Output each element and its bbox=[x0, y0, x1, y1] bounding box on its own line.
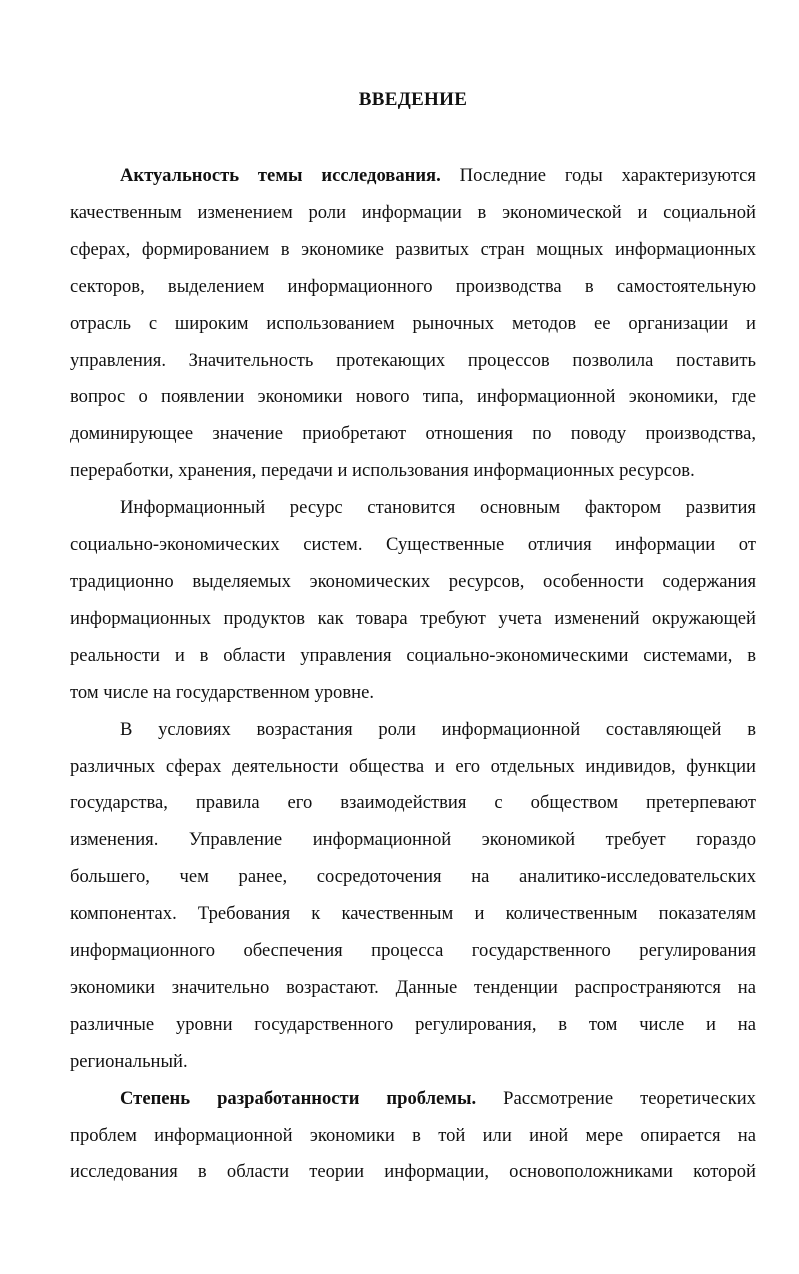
text-line: информационных продуктов как товара требуют учета изменений окружающей bbox=[70, 607, 756, 629]
text-line: изменения. Управление информационной экономикой требует гораздо bbox=[70, 829, 756, 851]
text-line bbox=[70, 158, 756, 195]
text-line: большего, чем ранее, сосредоточения на аналитико-исследовательских bbox=[70, 866, 756, 888]
text-line: исследования в области теории информации, основоположниками которой bbox=[70, 1161, 756, 1183]
text-line: управления. Значительность протекающих процессов позволила поставить bbox=[70, 349, 756, 371]
paragraph-degree-of-development bbox=[70, 1081, 756, 1192]
text-line: компонентах. Требования к качественным и количественным показателям bbox=[70, 903, 756, 925]
body-text bbox=[70, 158, 756, 1191]
text-line: Информационный ресурс становится основным фактором развития bbox=[120, 497, 756, 519]
text-line: традиционно выделяемых экономических ресурсов, особенности содержания bbox=[70, 570, 756, 592]
text-line-fragment: Рассмотрение теоретических bbox=[476, 1087, 756, 1109]
section-lead-relevance: Актуальность темы исследования. bbox=[120, 165, 441, 186]
text-line: доминирующее значение приобретают отношения по поводу производства, bbox=[70, 423, 756, 445]
text-line: информационного обеспечения процесса государственного регулирования bbox=[70, 940, 756, 962]
text-line: вопрос о появлении экономики нового типа, информационной экономики, где bbox=[70, 386, 756, 408]
text-line-fragment: Последние годы характеризуются bbox=[440, 165, 756, 186]
text-line: различных сферах деятельности общества и его отдельных индивидов, функции bbox=[70, 755, 756, 777]
page-title: ВВЕДЕНИЕ bbox=[358, 89, 468, 110]
text-line: экономики значительно возрастают. Данные тенденции распространяются на bbox=[70, 976, 756, 998]
text-line: В условиях возрастания роли информационной составляющей в bbox=[120, 718, 756, 740]
text-line bbox=[70, 1081, 756, 1118]
text-line: различные уровни государственного регулирования, в том числе и на bbox=[70, 1013, 756, 1035]
text-line: реальности и в области управления социально-экономическими системами, в bbox=[70, 644, 756, 666]
paragraph-information-resource bbox=[70, 490, 756, 711]
section-lead-degree: Степень разработанности проблемы. bbox=[120, 1087, 477, 1109]
text-line: том числе на государственном уровне. bbox=[70, 681, 374, 703]
text-line: социально-экономических систем. Существенные отличия информации от bbox=[70, 534, 756, 556]
text-line: проблем информационной экономики в той или иной мере опирается на bbox=[70, 1124, 756, 1146]
text-line: сферах, формированием в экономике развитых стран мощных информационных bbox=[70, 238, 756, 260]
text-line: государства, правила его взаимодействия с обществом претерпевают bbox=[70, 792, 756, 814]
text-line: отрасль с широким использованием рыночных методов ее организации и bbox=[70, 312, 756, 334]
text-line: качественным изменением роли информации в экономической и социальной bbox=[70, 201, 756, 223]
paragraph-state-role bbox=[70, 712, 756, 1081]
text-line: региональный. bbox=[70, 1050, 188, 1072]
text-line: секторов, выделением информационного производства в самостоятельную bbox=[70, 275, 756, 297]
text-line: переработки, хранения, передачи и использования информационных ресурсов. bbox=[70, 460, 695, 482]
paragraph-relevance bbox=[70, 158, 756, 490]
